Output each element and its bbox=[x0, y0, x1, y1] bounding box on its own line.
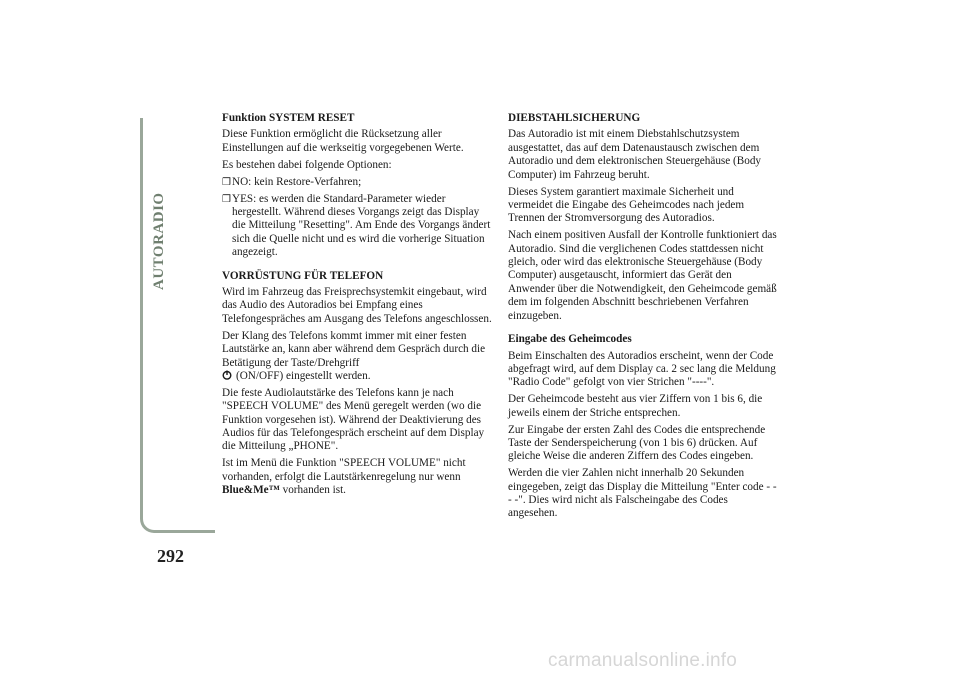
option-no-text: NO: kein Restore-Verfahren; bbox=[232, 175, 362, 188]
phone-text-4a: Ist im Menü die Funktion "SPEECH VOLUME" nicht vorhanden, erfolgt die Lautstärkenregelung nur wenn bbox=[222, 457, 466, 483]
page-frame bbox=[140, 118, 215, 533]
phone-text-3: Die feste Audiolautstärke des Telefons kann je nach "SPEECH VOLUME" des Menü geregelt werden (wo die Funktion vorgesehen ist). Während der Deaktivierung des Audios für das Telefongespräch erscheint auf dem Display die Mitteilung „PHONE". bbox=[222, 386, 485, 453]
checkbox-bullet-icon: ❒ bbox=[222, 193, 231, 205]
phone-text-1: Wird im Fahrzeug das Freisprechsystemkit eingebaut, wird das Audio des Autoradios bei Empfang eines Telefongespräches am Ausgang des Telefons angeschlossen. bbox=[222, 285, 492, 325]
code-text-1: Beim Einschalten des Autoradios erscheint, wenn der Code abgefragt wird, auf dem Display ca. 2 sec lang die Meldung "Radio Code" gefolgt von vier Strichen "----". bbox=[508, 349, 776, 389]
theft-heading: DIEBSTAHLSICHERUNG bbox=[508, 112, 641, 124]
system-reset-heading: Funktion SYSTEM RESET bbox=[222, 112, 355, 124]
options-intro: Es bestehen dabei folgende Optionen: bbox=[222, 158, 392, 171]
phone-text-2b: (ON/OFF) eingestellt werden. bbox=[236, 369, 371, 382]
code-text-4: Werden die vier Zahlen nicht innerhalb 20 Sekunden eingegeben, zeigt das Display die Mitteilung "Enter code - - - -". Dies wird nicht als Falscheingabe des Codes angesehen. bbox=[508, 467, 777, 520]
right-column bbox=[508, 112, 780, 524]
watermark: carmanualsonline.info bbox=[548, 650, 738, 671]
code-heading: Eingabe des Geheimcodes bbox=[508, 333, 632, 346]
checkbox-bullet-icon: ❒ bbox=[222, 176, 231, 188]
option-no-item bbox=[222, 176, 494, 189]
left-column bbox=[222, 112, 494, 501]
section-label: AUTORADIO bbox=[151, 192, 167, 290]
code-text-2: Der Geheimcode besteht aus vier Ziffern von 1 bis 6, die jeweils einem der Striche entsprechen. bbox=[508, 393, 763, 419]
power-knob-icon bbox=[222, 370, 232, 380]
phone-heading: VORRÜSTUNG FÜR TELEFON bbox=[222, 269, 384, 282]
code-text-3: Zur Eingabe der ersten Zahl des Codes die entsprechende Taste der Senderspeicherung (von 1 bis 6) drücken. Auf gleiche Weise die anderen Ziffern des Codes eingeben. bbox=[508, 423, 766, 463]
blue-me-label: Blue&Me™ bbox=[222, 484, 280, 497]
option-yes-text: YES: es werden die Standard-Parameter wieder hergestellt. Während dieses Vorgangs zeigt das Display die Mitteilung "Resetting". Am Ende des Vorgangs ändert sich die Quelle nicht und es wird die vorherige Situation angezeigt. bbox=[232, 192, 491, 259]
theft-text-2: Dieses System garantiert maximale Sicherheit und vermeidet die Eingabe des Geheimcodes nach jedem Trennen der Stromversorgung des Autoradios. bbox=[508, 185, 745, 225]
system-reset-text: Diese Funktion ermöglicht die Rücksetzung aller Einstellungen auf die werkseitig vorgegebenen Werte. bbox=[222, 128, 464, 154]
phone-text-2-part: Der Klang des Telefons kommt immer mit einer festen Lautstärke an, kann aber während dem Gespräch durch die Betätigung der Taste/Drehgriff bbox=[222, 329, 486, 369]
option-yes-item bbox=[222, 193, 494, 260]
phone-text-2 bbox=[222, 330, 494, 384]
phone-text-4 bbox=[222, 457, 494, 497]
theft-text-1: Das Autoradio ist mit einem Diebstahlschutzsystem ausgestattet, das auf dem Datenaustausch zwischen dem Autoradio und dem elektronischen Steuergehäuse (Body Computer) im Fahrzeug beruht. bbox=[508, 128, 762, 181]
phone-text-4b: vorhanden ist. bbox=[282, 484, 346, 497]
page-number: 292 bbox=[157, 546, 184, 566]
theft-text-3: Nach einem positiven Ausfall der Kontrolle funktioniert das Autoradio. Sind die verglichenen Codes stattdessen nicht gleich, oder wird das elektronische Steuergehäuse (Body Computer) ausgetauscht, informiert das Gerät den Anwender über die Notwendigkeit, den Geheimcode gemäß dem im folgenden Abschnitt beschriebenen Verfahren einzugeben. bbox=[508, 229, 777, 322]
